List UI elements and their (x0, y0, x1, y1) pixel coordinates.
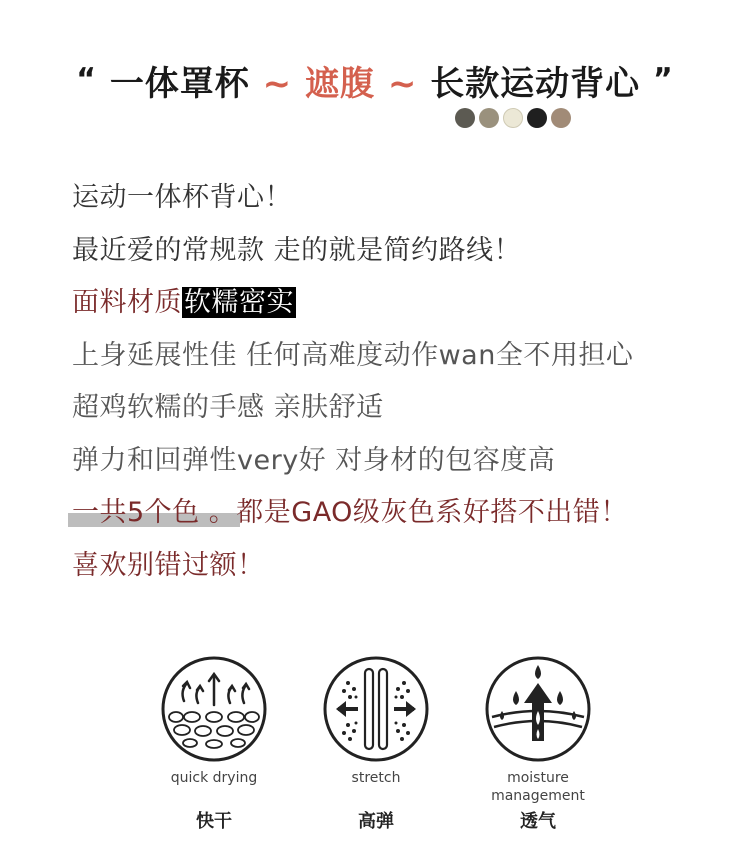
stretch-label-en: stretch (351, 770, 401, 786)
moisture-label-cn: 透气 (520, 811, 556, 832)
description-block (72, 176, 633, 596)
color-swatch-4[interactable] (527, 108, 547, 128)
fabric-highlight: 软糯密实 (184, 287, 294, 318)
quick-drying-icon (160, 655, 268, 763)
close-quote: ” (653, 62, 674, 97)
stretch-label-cn: 高弹 (358, 811, 394, 832)
color-swatches (455, 108, 571, 128)
color-swatch-1[interactable] (455, 108, 475, 128)
moisture-label-en-line2: management (491, 788, 585, 804)
stretch-icon (322, 655, 430, 763)
quick-drying-label-cn: 快干 (196, 811, 232, 832)
color-swatch-5[interactable] (551, 108, 571, 128)
headline-sep1: ~ (262, 64, 293, 104)
feature-moisture-management (483, 655, 593, 832)
description-line-4: 上身延展性佳 任何高难度动作wan全不用担心 (72, 339, 634, 371)
moisture-management-icon (484, 655, 592, 763)
quick-drying-label-en: quick drying (170, 770, 258, 786)
headline-title (0, 56, 750, 105)
color-count-text: 一共5个色 。 (72, 491, 236, 535)
description-line-6: 弹力和回弹性very好 对身材的包容度高 (72, 444, 556, 476)
moisture-label-en-line1: moisture (507, 770, 569, 786)
color-swatch-2[interactable] (479, 108, 499, 128)
headline-sep2: ~ (387, 64, 418, 104)
headline-accent: 遮腹 (305, 64, 375, 104)
description-line-7 (72, 491, 633, 544)
feature-stretch (321, 655, 431, 832)
description-line-2: 最近爱的常规款 走的就是简约路线！ (72, 234, 522, 266)
description-line-5: 超鸡软糯的手感 亲肤舒适 (72, 392, 384, 423)
fabric-label: 面料材质 (72, 287, 182, 318)
description-line-1: 运动一体杯背心！ (72, 182, 292, 213)
color-swatch-3[interactable] (503, 108, 523, 128)
open-quote: “ (76, 62, 97, 97)
color-series-text: 都是GAO级灰色系好搭不出错！ (236, 497, 628, 528)
headline-part2: 长款运动背心 (430, 64, 641, 104)
feature-quick-drying (159, 655, 269, 832)
feature-icons (0, 655, 750, 843)
description-line-3 (72, 281, 633, 334)
description-line-8: 喜欢别错过额！ (72, 549, 265, 581)
moisture-label-en (483, 769, 593, 805)
headline-part1: 一体罩杯 (109, 64, 250, 104)
